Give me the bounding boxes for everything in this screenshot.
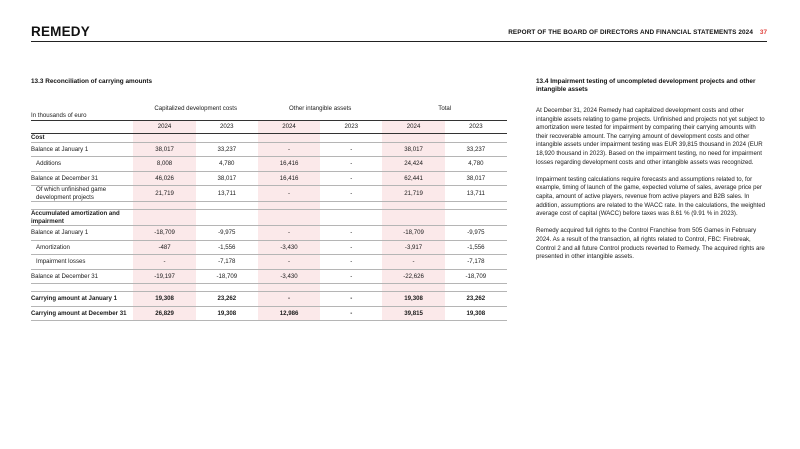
table-cell: -1,556 — [445, 240, 507, 255]
page-number: 37 — [759, 29, 767, 36]
table-cell: 23,262 — [196, 292, 258, 307]
table-cell: 19,308 — [382, 292, 444, 307]
table-cell: -487 — [133, 240, 195, 255]
row-label: Of which unfinished game development projects — [31, 186, 133, 202]
table-cell: -1,556 — [196, 240, 258, 255]
table-cell: 19,308 — [196, 306, 258, 321]
table-cell: 19,308 — [445, 306, 507, 321]
table-row — [31, 292, 507, 307]
table-cell — [320, 134, 382, 143]
table-cell: 13,711 — [445, 186, 507, 202]
table-cell: 16,416 — [258, 157, 320, 172]
table-cell — [133, 134, 195, 143]
table-cell: -18,709 — [196, 269, 258, 284]
table-cell: 19,308 — [133, 292, 195, 307]
table-row — [31, 255, 507, 270]
table-cell: - — [320, 186, 382, 202]
section-title-impairment: 13.4 Impairment testing of uncompleted development projects and other intangible assets — [536, 78, 756, 94]
table-cell: 12,986 — [258, 306, 320, 321]
row-label: Impairment losses — [31, 255, 133, 270]
table-cell: 4,780 — [196, 157, 258, 172]
table-row — [31, 226, 507, 241]
table-row — [31, 134, 507, 143]
table-cell: 62,441 — [382, 171, 444, 186]
row-label: Balance at January 1 — [31, 142, 133, 157]
table-cell: -18,709 — [445, 269, 507, 284]
table-cell — [382, 134, 444, 143]
table-cell: -22,626 — [382, 269, 444, 284]
table-cell: - — [320, 226, 382, 241]
row-label: Balance at December 31 — [31, 171, 133, 186]
table-cell: - — [258, 226, 320, 241]
table-year-header — [31, 121, 507, 134]
table-cell: - — [133, 255, 195, 270]
table-row — [31, 186, 507, 202]
table-cell: - — [258, 255, 320, 270]
table-cell: 38,017 — [196, 171, 258, 186]
table-cell: - — [382, 255, 444, 270]
row-label: Balance at December 31 — [31, 269, 133, 284]
table-cell — [258, 210, 320, 226]
year-header: 2024 — [258, 121, 320, 134]
year-header: 2023 — [196, 121, 258, 134]
group-header: Other intangible assets — [289, 105, 352, 113]
report-title: REPORT OF THE BOARD OF DIRECTORS AND FINANCIAL STATEMENTS 2024 — [508, 29, 753, 36]
row-label: Carrying amount at January 1 — [31, 292, 133, 307]
table-cell: -3,430 — [258, 269, 320, 284]
row-label: Additions — [31, 157, 133, 172]
table-cell — [382, 210, 444, 226]
table-cell: 33,237 — [445, 142, 507, 157]
table-cell: 16,416 — [258, 171, 320, 186]
table-row — [31, 306, 507, 321]
table-cell: 24,424 — [382, 157, 444, 172]
table-cell: 38,017 — [445, 171, 507, 186]
table-cell: 33,237 — [196, 142, 258, 157]
table-cell: - — [320, 240, 382, 255]
table-cell: -19,197 — [133, 269, 195, 284]
table-cell: 4,780 — [445, 157, 507, 172]
spacer-row — [31, 202, 507, 210]
table-cell — [320, 210, 382, 226]
table-cell: - — [320, 157, 382, 172]
table-cell: - — [320, 142, 382, 157]
unit-label: In thousands of euro — [31, 111, 87, 119]
table-cell — [258, 134, 320, 143]
table-cell: 38,017 — [382, 142, 444, 157]
table-row — [31, 210, 507, 226]
table-cell — [445, 210, 507, 226]
table-cell: 38,017 — [133, 142, 195, 157]
table-cell: 8,008 — [133, 157, 195, 172]
table-group-header — [31, 98, 507, 121]
impairment-text — [536, 107, 766, 270]
table-cell: -9,975 — [445, 226, 507, 241]
table-cell: -3,430 — [258, 240, 320, 255]
group-header: Capitalized development costs — [154, 105, 237, 113]
table-cell: - — [320, 255, 382, 270]
reconciliation-table — [31, 98, 507, 321]
table-cell: - — [320, 269, 382, 284]
table-cell: 23,262 — [445, 292, 507, 307]
table-cell: - — [320, 292, 382, 307]
row-label: Accumulated amortization and impairment — [31, 210, 133, 226]
table-row — [31, 269, 507, 284]
table-cell: 46,026 — [133, 171, 195, 186]
table-cell: - — [258, 186, 320, 202]
table-body — [31, 134, 507, 321]
table-cell: 21,719 — [133, 186, 195, 202]
row-label: Carrying amount at December 31 — [31, 306, 133, 321]
table-cell: -18,709 — [382, 226, 444, 241]
table-cell: -3,917 — [382, 240, 444, 255]
header-divider — [31, 41, 767, 42]
table-cell — [445, 134, 507, 143]
table-cell: 39,815 — [382, 306, 444, 321]
table-cell: 21,719 — [382, 186, 444, 202]
section-title-reconciliation: 13.3 Reconciliation of carrying amounts — [31, 78, 153, 85]
table-cell: - — [320, 306, 382, 321]
table-row — [31, 157, 507, 172]
row-label: Amortization — [31, 240, 133, 255]
paragraph: At December 31, 2024 Remedy had capitalized development costs and other intangible assets relating to game projects. Unfinished and projects not yet subject to amortization were tested for impairment by comparing their carrying amounts with their recoverable amount. The carrying amount of development costs and other intangible assets under impairment testing was EUR 39,815 thousand in 2024 (EUR 18,920 thousand in 2023). Based on the impairment testing, no need for impairment losses regarding development costs and other intangible assets was recognized. — [536, 107, 765, 166]
company-logo: REMEDY — [31, 24, 90, 39]
year-header: 2024 — [382, 121, 444, 134]
table-cell: - — [258, 292, 320, 307]
spacer-row — [31, 284, 507, 292]
table-cell: 13,711 — [196, 186, 258, 202]
table-cell: -7,178 — [445, 255, 507, 270]
table-cell: 26,829 — [133, 306, 195, 321]
table-cell: - — [258, 142, 320, 157]
table-cell: -18,709 — [133, 226, 195, 241]
table-cell — [196, 134, 258, 143]
group-header: Total — [438, 105, 452, 113]
paragraph: Impairment testing calculations require forecasts and assumptions related to, for example, timing of launch of the game, expected volume of sales, average price per capita, amount of active players, revenue from active players and B2B sales. In addition, assumptions are related to the WACC rate. In the calculations, the weighted average cost of capital (WACC) before taxes was 8.61 % (9.91 % in 2023). — [536, 175, 766, 218]
table-row — [31, 240, 507, 255]
year-header: 2023 — [445, 121, 507, 134]
row-label: Balance at January 1 — [31, 226, 133, 241]
row-label: Cost — [31, 134, 133, 143]
table-cell: -7,178 — [196, 255, 258, 270]
table-cell — [196, 210, 258, 226]
table-row — [31, 171, 507, 186]
table-cell — [133, 210, 195, 226]
year-header: 2023 — [320, 121, 382, 134]
paragraph: Remedy acquired full rights to the Control Franchise from 505 Games in February 2024. As a result of the transaction, all rights related to Control, FBC: Firebreak, Control 2 and all future Control products reverted to Remedy. The acquired rights are presented in other intangible assets. — [536, 227, 765, 261]
table-row — [31, 142, 507, 157]
table-cell: -9,975 — [196, 226, 258, 241]
year-header: 2024 — [133, 121, 195, 134]
table-cell: - — [320, 171, 382, 186]
